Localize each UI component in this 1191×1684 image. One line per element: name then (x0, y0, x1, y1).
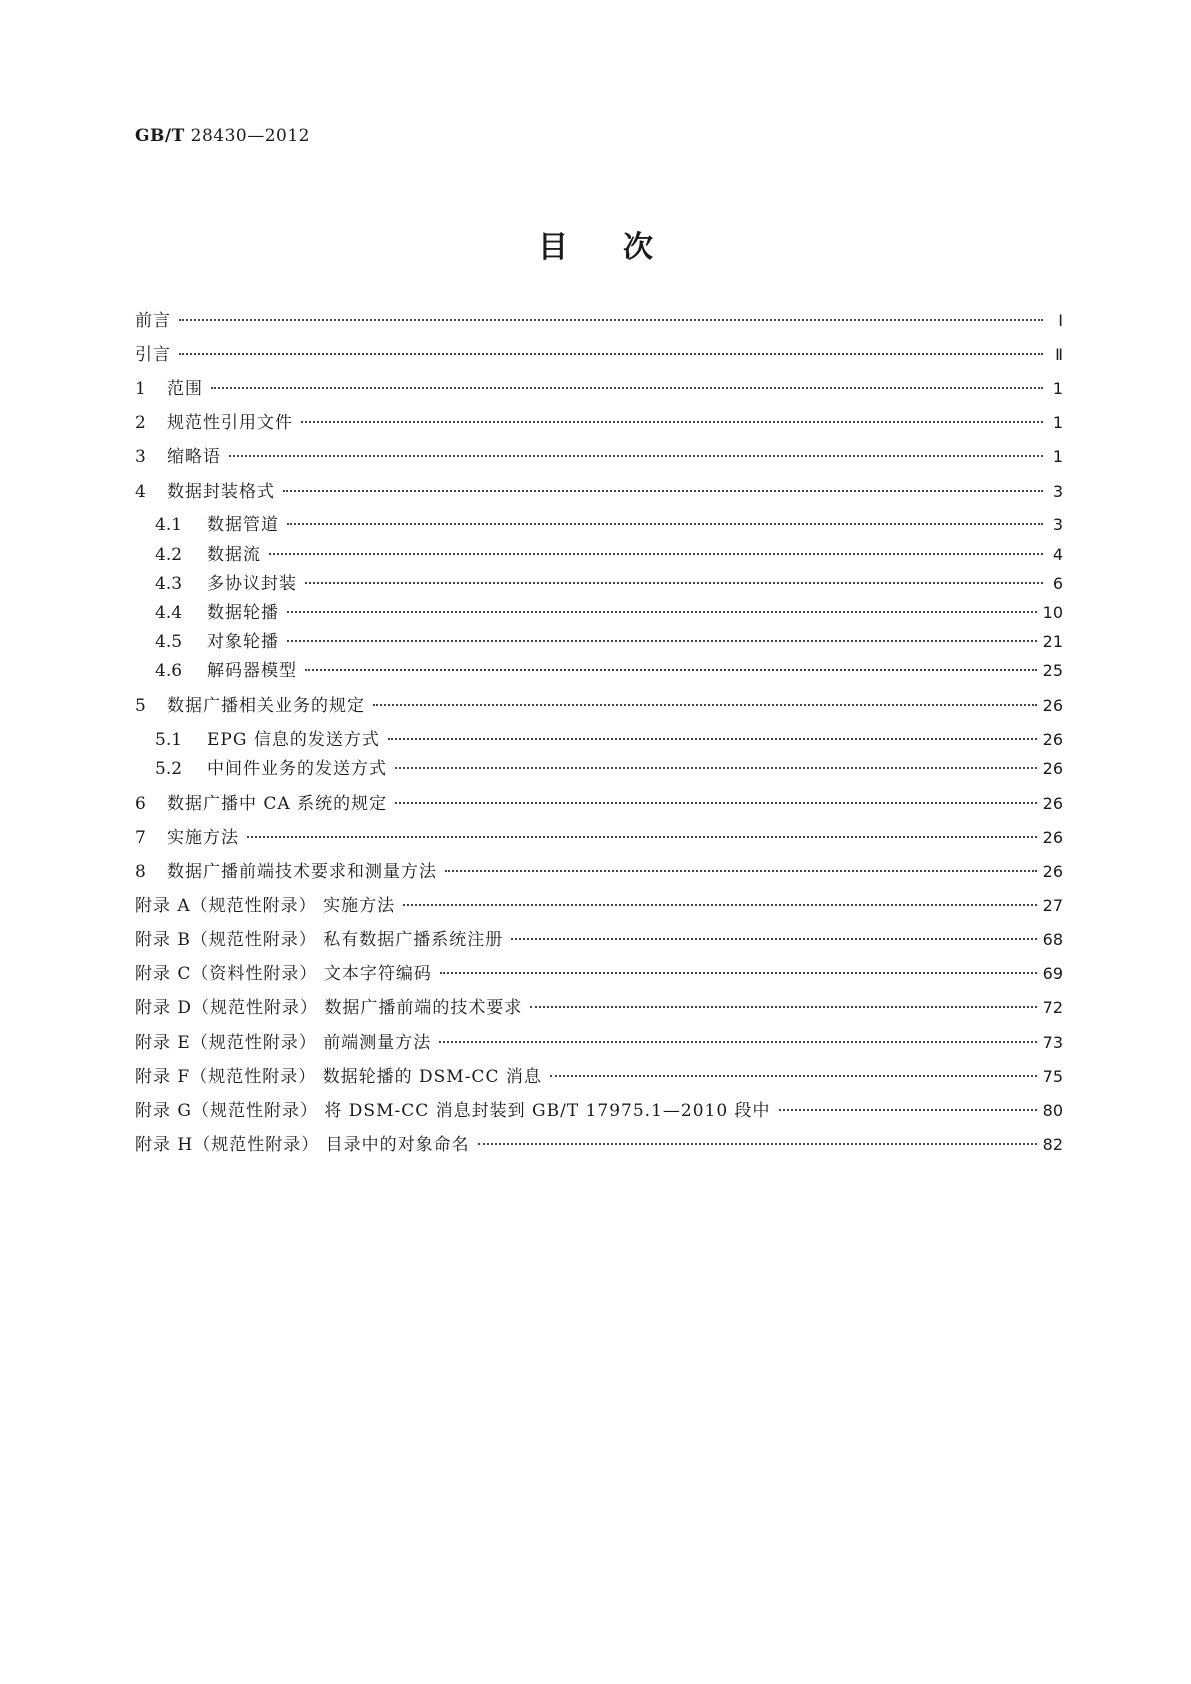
toc-entry-annex-a[interactable] (135, 891, 1063, 917)
dot-leader (247, 836, 1037, 838)
toc-page: 72 (1042, 998, 1063, 1017)
dot-leader (403, 904, 1037, 906)
dot-leader (530, 1006, 1036, 1008)
toc-label: 附录 G（规范性附录） 将 DSM-CC 消息封装到 GB/T 17975.1—2010 段中 (135, 1101, 771, 1121)
toc-entry-4-1[interactable] (155, 510, 1063, 536)
toc-number: 4.1 (155, 515, 183, 535)
toc-page: 26 (1042, 730, 1063, 749)
toc-label: 数据广播中 CA 系统的规定 (167, 794, 388, 814)
toc-page: 80 (1042, 1101, 1063, 1120)
toc-label: 附录 C（资料性附录） 文本字符编码 (135, 964, 432, 984)
toc-label: 数据流 (207, 545, 261, 565)
toc-entry-4-2[interactable] (155, 540, 1063, 566)
toc-label: 实施方法 (167, 828, 239, 848)
toc-page: 25 (1042, 661, 1063, 680)
toc-page: Ⅰ (1058, 311, 1063, 330)
toc-label: 中间件业务的发送方式 (207, 759, 387, 779)
toc-number: 5.2 (155, 759, 183, 779)
dot-leader (395, 767, 1037, 769)
toc-page: 82 (1042, 1135, 1063, 1154)
toc-page: 10 (1042, 603, 1063, 622)
toc-page: 1 (1052, 379, 1063, 398)
toc-label: 附录 E（规范性附录） 前端测量方法 (135, 1033, 432, 1053)
toc-page: 73 (1042, 1033, 1063, 1052)
toc-page: 4 (1052, 545, 1063, 564)
toc-label: 缩略语 (167, 447, 221, 467)
toc-label: 对象轮播 (207, 632, 279, 652)
toc-entry-annex-e[interactable] (135, 1028, 1063, 1054)
toc-entry-annex-b[interactable] (135, 925, 1063, 951)
toc-page: 21 (1042, 632, 1063, 651)
toc-entry-5[interactable] (135, 691, 1063, 717)
toc-entry-3[interactable] (135, 442, 1063, 468)
toc-page: 3 (1052, 482, 1063, 501)
toc-number: 1 (135, 379, 146, 399)
dot-leader (179, 353, 1043, 355)
toc-entry-4[interactable] (135, 477, 1063, 503)
toc-label: 数据广播相关业务的规定 (167, 696, 365, 716)
toc-page: 69 (1042, 964, 1063, 983)
toc-number: 4.3 (155, 574, 183, 594)
dot-leader (287, 611, 1037, 613)
dot-leader (287, 523, 1043, 525)
dot-leader (395, 802, 1037, 804)
table-of-contents (135, 0, 1063, 1684)
dot-leader (445, 870, 1037, 872)
toc-entry-4-3[interactable] (155, 569, 1063, 595)
toc-entry-4-4[interactable] (155, 598, 1063, 624)
toc-number: 4.5 (155, 632, 183, 652)
toc-page: 26 (1042, 759, 1063, 778)
dot-leader (179, 319, 1043, 321)
dot-leader (440, 972, 1037, 974)
toc-label: 多协议封装 (207, 574, 297, 594)
dot-leader (211, 387, 1043, 389)
toc-label: 附录 D（规范性附录） 数据广播前端的技术要求 (135, 998, 523, 1018)
toc-label: 范围 (167, 379, 203, 399)
toc-entry-5-2[interactable] (155, 754, 1063, 780)
dot-leader (478, 1143, 1037, 1145)
toc-label: 附录 F（规范性附录） 数据轮播的 DSM-CC 消息 (135, 1067, 542, 1087)
toc-entry-8[interactable] (135, 857, 1063, 883)
toc-number: 5 (135, 696, 146, 716)
toc-page: 75 (1042, 1067, 1063, 1086)
toc-label: 数据管道 (207, 515, 279, 535)
toc-page: 26 (1042, 862, 1063, 881)
toc-label: EPG 信息的发送方式 (207, 730, 380, 750)
toc-page: 1 (1052, 447, 1063, 466)
toc-label: 数据封装格式 (167, 482, 275, 502)
dot-leader (301, 421, 1043, 423)
toc-label: 解码器模型 (207, 661, 297, 681)
dot-leader (305, 669, 1037, 671)
toc-label: 附录 A（规范性附录） 实施方法 (135, 896, 396, 916)
toc-entry-annex-g[interactable] (135, 1096, 1063, 1122)
toc-number: 4.4 (155, 603, 183, 623)
toc-entry-1[interactable] (135, 374, 1063, 400)
toc-entry-7[interactable] (135, 823, 1063, 849)
dot-leader (439, 1041, 1036, 1043)
toc-entry-introduction[interactable] (135, 340, 1063, 366)
toc-page: Ⅱ (1055, 345, 1063, 364)
dot-leader (373, 704, 1037, 706)
dot-leader (269, 553, 1043, 555)
toc-number: 4.6 (155, 661, 183, 681)
toc-number: 4.2 (155, 545, 183, 565)
dot-leader (779, 1109, 1037, 1111)
toc-label: 前言 (135, 311, 171, 331)
toc-number: 8 (135, 862, 146, 882)
toc-entry-annex-h[interactable] (135, 1130, 1063, 1156)
dot-leader (388, 738, 1037, 740)
toc-label: 引言 (135, 345, 171, 365)
toc-label: 规范性引用文件 (167, 413, 293, 433)
toc-number: 5.1 (155, 730, 183, 750)
toc-page: 27 (1042, 896, 1063, 915)
dot-leader (229, 455, 1043, 457)
toc-label: 附录 H（规范性附录） 目录中的对象命名 (135, 1135, 470, 1155)
dot-leader (283, 490, 1043, 492)
toc-entry-4-6[interactable] (155, 656, 1063, 682)
toc-entry-annex-f[interactable] (135, 1062, 1063, 1088)
toc-page: 1 (1052, 413, 1063, 432)
toc-number: 4 (135, 482, 146, 502)
toc-page: 6 (1052, 574, 1063, 593)
toc-page: 26 (1042, 794, 1063, 813)
dot-leader (550, 1075, 1037, 1077)
toc-page: 3 (1052, 515, 1063, 534)
dot-leader (287, 640, 1037, 642)
standard-prefix: GB/T (135, 126, 185, 146)
dot-leader (511, 938, 1036, 940)
toc-entry-4-5[interactable] (155, 627, 1063, 653)
toc-label: 数据轮播 (207, 603, 279, 623)
standard-number: 28430—2012 (190, 126, 310, 146)
toc-page: 68 (1042, 930, 1063, 949)
toc-page: 26 (1042, 828, 1063, 847)
toc-entry-annex-c[interactable] (135, 959, 1063, 985)
toc-label: 数据广播前端技术要求和测量方法 (167, 862, 437, 882)
toc-entry-annex-d[interactable] (135, 993, 1063, 1019)
toc-number: 7 (135, 828, 146, 848)
toc-number: 6 (135, 794, 146, 814)
toc-number: 3 (135, 447, 146, 467)
toc-label: 附录 B（规范性附录） 私有数据广播系统注册 (135, 930, 504, 950)
page-title: 目次 (538, 230, 708, 265)
toc-entry-6[interactable] (135, 789, 1063, 815)
toc-entry-foreword[interactable] (135, 306, 1063, 332)
toc-page: 26 (1042, 696, 1063, 715)
toc-number: 2 (135, 413, 146, 433)
dot-leader (305, 582, 1043, 584)
toc-entry-2[interactable] (135, 408, 1063, 434)
toc-entry-5-1[interactable] (155, 725, 1063, 751)
